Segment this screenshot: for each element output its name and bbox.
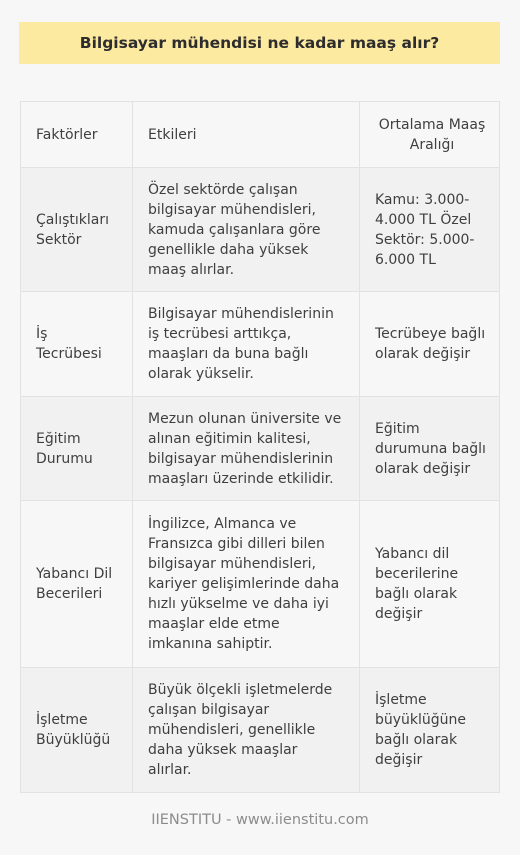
effect-cell: Bilgisayar mühendislerinin iş tecrübesi arttıkça, maaşları da buna bağlı olarak yükselir. [133, 292, 360, 397]
effect-cell: İngilizce, Almanca ve Fransızca gibi dilleri bilen bilgisayar mühendisleri, kariyer gelişimlerinde daha hızlı yükselme ve daha iyi maaşlar elde etme imkanına sahiptir. [133, 501, 360, 668]
salary-range-cell: Yabancı dil becerilerine bağlı olarak değişir [360, 501, 500, 668]
footer-credit: IIENSTITU - www.iienstitu.com [151, 812, 369, 828]
header-factors: Faktörler [21, 102, 133, 168]
factor-cell: İşletme Büyüklüğü [21, 668, 133, 793]
salary-range-cell: Tecrübeye bağlı olarak değişir [360, 292, 500, 397]
factor-cell: Çalıştıkları Sektör [21, 168, 133, 292]
salary-range-cell: Kamu: 3.000-4.000 TL Özel Sektör: 5.000-6.000 TL [360, 168, 500, 292]
table-row [21, 501, 500, 668]
factor-cell: Eğitim Durumu [21, 397, 133, 501]
page-title: Bilgisayar mühendisi ne kadar maaş alır? [19, 22, 500, 64]
effect-cell: Özel sektörde çalışan bilgisayar mühendisleri, kamuda çalışanlara göre genellikle daha yüksek maaş alırlar. [133, 168, 360, 292]
table-header-row [21, 102, 500, 168]
table-row [21, 397, 500, 501]
table-row [21, 668, 500, 793]
table-row [21, 292, 500, 397]
factor-cell: İş Tecrübesi [21, 292, 133, 397]
salary-range-cell: Eğitim durumuna bağlı olarak değişir [360, 397, 500, 501]
salary-factors-table [20, 101, 500, 793]
salary-range-cell: İşletme büyüklüğüne bağlı olarak değişir [360, 668, 500, 793]
header-effects: Etkileri [133, 102, 360, 168]
factor-cell: Yabancı Dil Becerileri [21, 501, 133, 668]
table-row [21, 168, 500, 292]
effect-cell: Mezun olunan üniversite ve alınan eğitimin kalitesi, bilgisayar mühendislerinin maaşları üzerinde etkilidir. [133, 397, 360, 501]
header-salary-range: Ortalama Maaş Aralığı [360, 102, 500, 168]
effect-cell: Büyük ölçekli işletmelerde çalışan bilgisayar mühendisleri, genellikle daha yüksek maaşlar alırlar. [133, 668, 360, 793]
